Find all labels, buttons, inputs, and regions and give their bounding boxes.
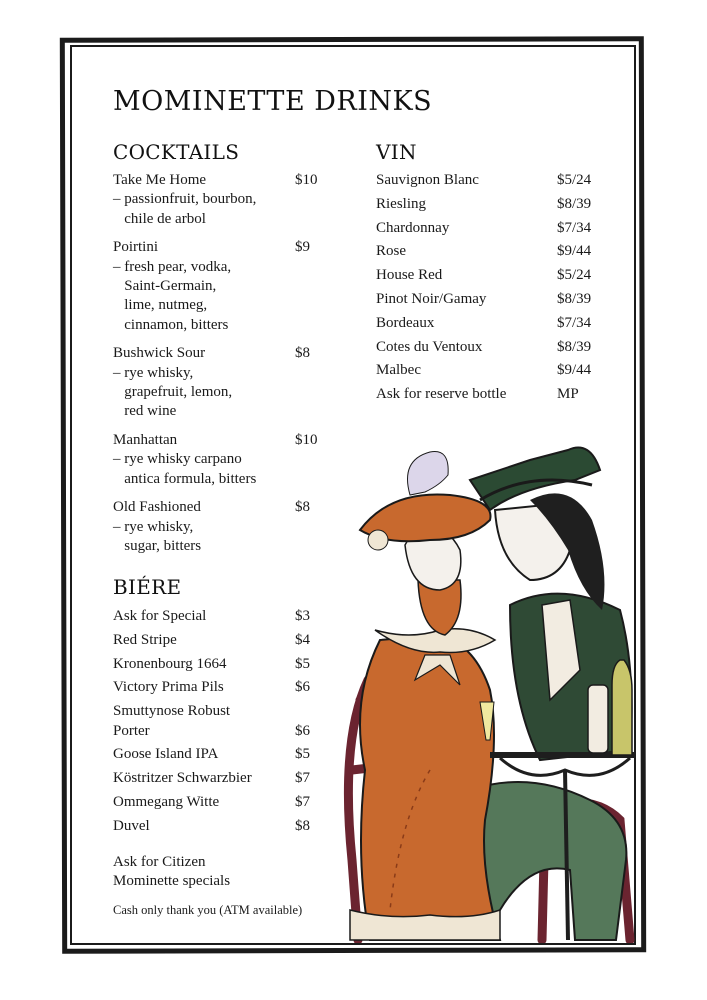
wine-price: $5/24	[557, 172, 592, 188]
wine-item	[376, 195, 616, 219]
wine-item	[376, 314, 616, 338]
wine-price: $8/39	[557, 195, 592, 212]
cocktail-description: – rye whisky, grapefruit, lemon, red wine	[113, 364, 233, 420]
beer-name: Ommegang Witte	[113, 793, 220, 810]
cocktail-name: Old Fashioned	[113, 499, 201, 516]
wine-item	[376, 266, 616, 290]
cocktail-name: Bushwick Sour	[113, 345, 206, 362]
wine-name: Malbec	[376, 362, 421, 379]
beer-name: Smuttynose Robust Porter	[113, 703, 231, 739]
beer-name: Goose Island IPA	[113, 746, 219, 763]
beer-price: $7	[295, 793, 310, 810]
couple-illustration	[330, 440, 636, 943]
cocktail-item	[113, 238, 333, 335]
menu-title: MOMINETTE DRINKS	[113, 86, 433, 117]
woman-figure-illustration	[350, 451, 500, 940]
beer-price: $7	[295, 769, 310, 786]
cocktail-price: $10	[295, 431, 318, 448]
wine-price: $7/34	[557, 314, 592, 331]
wine-name: House Red	[376, 267, 443, 284]
beer-item	[113, 793, 333, 817]
payment-note: Cash only thank you (ATM available)	[113, 903, 303, 917]
beer-item	[113, 702, 333, 745]
wine-price: $8/39	[557, 338, 592, 355]
wine-item	[376, 361, 616, 385]
wine-name: Chardonnay	[376, 219, 450, 236]
cocktail-name: Poirtini	[113, 239, 159, 256]
wine-name: Cotes du Ventoux	[376, 338, 483, 355]
beer-name: Ask for Special	[113, 608, 207, 624]
beer-name: Victory Prima Pils	[113, 679, 224, 696]
beer-name: Köstritzer Schwarzbier	[113, 769, 252, 786]
wine-name: Bordeaux	[376, 314, 435, 331]
cocktail-price: $9	[295, 239, 310, 256]
wine-item	[376, 171, 616, 195]
wine-item	[376, 242, 616, 266]
beer-item	[113, 607, 333, 631]
wine-name: Riesling	[376, 195, 427, 212]
specials-note: Ask for Citizen Mominette specials	[113, 854, 231, 889]
cocktail-item	[113, 344, 333, 422]
wine-item	[376, 290, 616, 314]
cocktail-description: – rye whisky carpano antica formula, bitters	[113, 451, 257, 487]
wine-price: $8/39	[557, 290, 592, 307]
beer-name: Kronenbourg 1664	[113, 655, 227, 672]
cocktail-price: $8	[295, 499, 310, 516]
cocktail-price: $8	[295, 345, 310, 362]
beer-name: Red Stripe	[113, 631, 177, 648]
cocktail-description: – rye whisky, sugar, bitters	[113, 518, 202, 554]
beer-item	[113, 769, 333, 793]
cocktail-item	[113, 498, 333, 556]
cocktail-price: $10	[295, 172, 318, 188]
beer-list	[113, 607, 333, 840]
beer-price: $8	[295, 817, 310, 834]
beer-name: Duvel	[113, 817, 150, 834]
beer-item	[113, 745, 333, 769]
wine-item	[376, 385, 616, 409]
wine-price: $7/34	[557, 219, 592, 236]
cocktail-item	[113, 431, 333, 489]
beer-price: $4	[295, 631, 310, 648]
wine-name: Pinot Noir/Gamay	[376, 290, 487, 307]
wine-name: Sauvignon Blanc	[376, 172, 479, 188]
wine-item	[376, 338, 616, 362]
beer-item	[113, 678, 333, 702]
cocktail-description: – passionfruit, bourbon, chile de arbol	[113, 191, 257, 227]
beer-price: $5	[295, 655, 310, 672]
cocktail-name: Take Me Home	[113, 172, 207, 188]
wine-name: Ask for reserve bottle	[376, 386, 507, 403]
wine-price: $9/44	[557, 243, 592, 260]
vin-heading: VIN	[376, 140, 417, 164]
beer-price: $6	[295, 679, 310, 696]
wine-item	[376, 219, 616, 243]
wine-price: $5/24	[557, 267, 592, 284]
beer-price: $5	[295, 746, 310, 763]
cocktail-item	[113, 171, 333, 229]
biere-heading: BIÉRE	[113, 575, 182, 599]
beer-item	[113, 631, 333, 655]
cocktail-description: – fresh pear, vodka, Saint-Germain, lime, nutmeg, cinnamon, bitters	[113, 258, 232, 333]
cocktails-heading: COCKTAILS	[113, 140, 240, 164]
cocktail-name: Manhattan	[113, 431, 178, 448]
wine-price: $9/44	[557, 362, 592, 379]
wine-price: MP	[557, 386, 579, 403]
wine-name: Rose	[376, 243, 406, 260]
wine-list	[376, 171, 616, 409]
beer-item	[113, 817, 333, 841]
beer-item	[113, 655, 333, 679]
cocktails-list	[113, 171, 333, 565]
beer-price: $6	[295, 722, 310, 739]
beer-price: $3	[295, 608, 310, 624]
